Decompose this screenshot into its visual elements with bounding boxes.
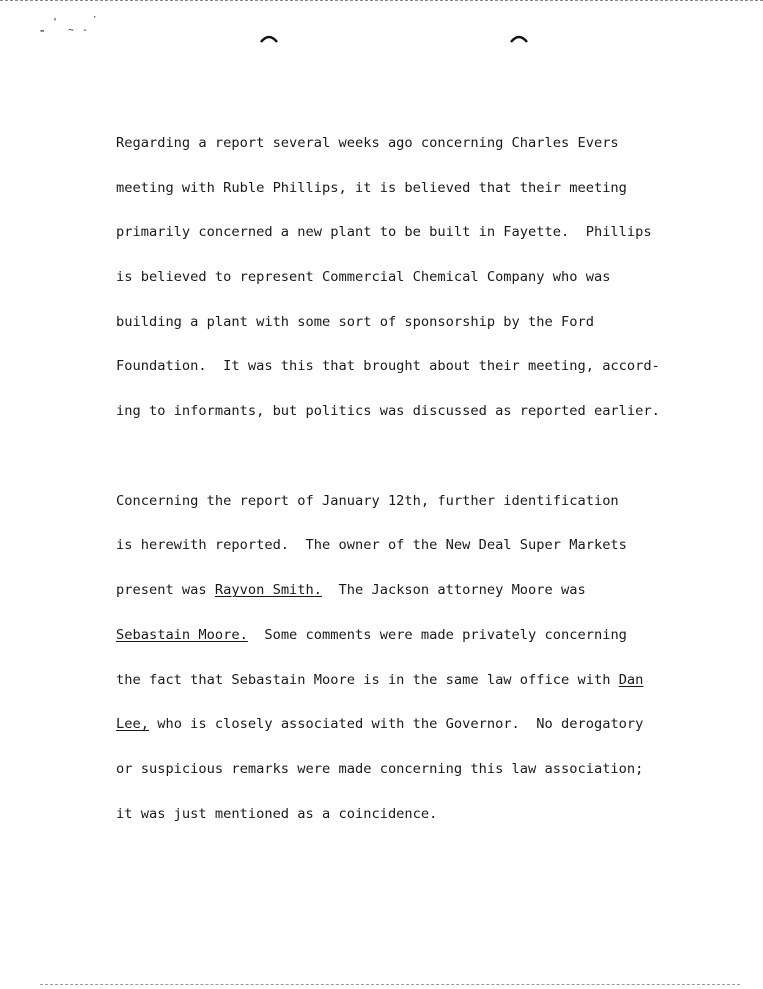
text-run: who is closely associated with the Governor. No derogatory xyxy=(148,716,644,733)
text-run: the fact that Sebastain Moore is in the same law office with xyxy=(116,671,619,688)
stray-mark-dot: - xyxy=(82,25,89,36)
text-run: The Jackson attorney Moore was xyxy=(322,582,586,599)
text-line: building a plant with some sort of sponsorship by the Ford xyxy=(116,313,594,330)
document-body xyxy=(116,106,716,851)
text-run: Some comments were made privately concerning xyxy=(247,626,627,643)
text-line: is herewith reported. The owner of the New Deal Super Markets xyxy=(116,537,627,554)
text-line: Regarding a report several weeks ago concerning Charles Evers xyxy=(116,134,619,151)
text-line xyxy=(116,583,716,598)
stray-mark-dash: - xyxy=(38,23,47,39)
text-line: Foundation. It was this that brought about their meeting, accord- xyxy=(116,358,660,375)
stray-mark-small: ~ xyxy=(68,25,75,36)
text-line: is believed to represent Commercial Chemical Company who was xyxy=(116,268,611,285)
text-line xyxy=(116,673,716,688)
underlined-name-dan: Dan xyxy=(618,671,644,688)
text-line: meeting with Ruble Phillips, it is believed that their meeting xyxy=(116,179,627,196)
paragraph-evers-phillips-meeting xyxy=(116,106,716,449)
stray-mark-tick: ' xyxy=(52,17,59,28)
caret-mark-right xyxy=(510,34,528,44)
text-line: primarily concerned a new plant to be built in Fayette. Phillips xyxy=(116,224,652,241)
text-line xyxy=(116,628,716,643)
text-line: or suspicious remarks were made concerning this law association; xyxy=(116,760,644,777)
text-line: Concerning the report of January 12th, further identification xyxy=(116,492,619,509)
caret-mark-left xyxy=(260,34,278,44)
text-line: ing to informants, but politics was discussed as reported earlier. xyxy=(116,403,660,420)
paragraph-january-12-report xyxy=(116,464,716,852)
underlined-name-lee: Lee, xyxy=(116,716,149,733)
page-bottom-edge xyxy=(40,984,740,987)
text-line xyxy=(116,717,716,732)
underlined-name-rayvon-smith: Rayvon Smith. xyxy=(214,582,323,599)
underlined-name-sebastain-moore: Sebastain Moore. xyxy=(116,626,248,643)
stray-mark-dot-2: · xyxy=(92,13,98,23)
text-run: present was xyxy=(116,582,215,599)
text-line: it was just mentioned as a coincidence. xyxy=(116,805,438,822)
page-top-edge xyxy=(0,0,763,3)
